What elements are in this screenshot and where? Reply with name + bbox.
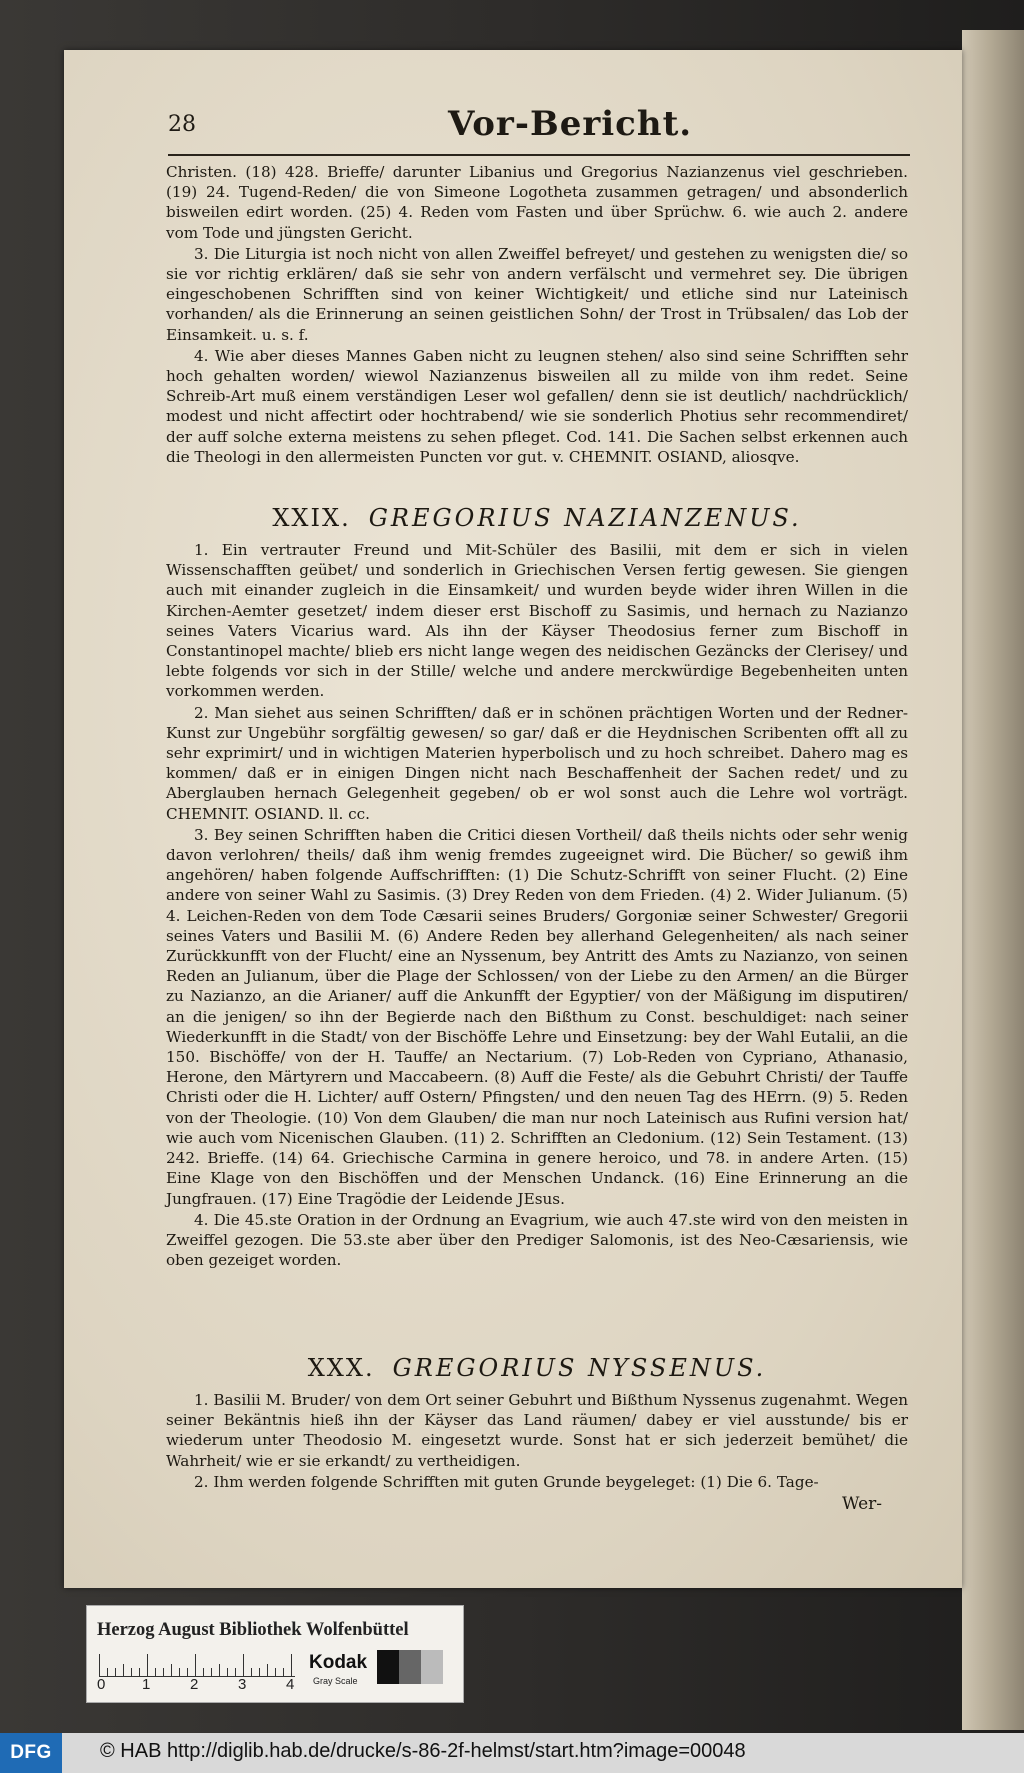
running-title: Vor-Bericht.	[448, 104, 693, 144]
paragraph: 3. Die Liturgia ist noch nicht von allen Zweiffel befreyet/ und gestehen zu wenigsten die/ so sie vor richtig erklären/ daß sie sehr von andern verfälscht und vermehret sey. Die übrigen eingeschobenen Schrifften sind von keiner Wichtigkeit/ und etliche sind nur Lateinisch vorhanden/ als die Erinnerung an seinen geistlichen Sohn/ der Trost in Trübsalen/ das Lob der Einsamkeit. u. s. f.	[166, 244, 908, 344]
page-number: 28	[168, 112, 196, 137]
catchword: Wer-	[842, 1494, 883, 1514]
section-title: GREGORIUS NYSSENUS.	[392, 1354, 767, 1382]
library-label	[86, 1605, 464, 1703]
kodak-gray-scale	[309, 1646, 455, 1692]
section-numeral: XXX.	[307, 1354, 375, 1382]
paragraph: 3. Bey seinen Schrifften haben die Critici diesen Vortheil/ daß theils nichts oder sehr wenig davon verlohren/ theils/ daß ihm wenig fremdes zugeeignet wird. Die Bücher/ so gewiß ihm angehören/ haben folgende Auffschrifften: (1) Die Schutz-Schrifft von seiner Flucht. (2) Eine andere von seiner Wahl zu Sasimis. (3) Drey Reden von dem Frieden. (4) 2. Wider Julianum. (5) 4. Leichen-Reden von dem Tode Cæsarii seines Bruders/ Gorgoniæ seiner Schwester/ Gregorii seines Vaters und Basilii M. (6) Andere Reden bey allerhand Gelegenheiten/ als nach seiner Zurückkunfft von der Flucht/ eine an Nyssenum, bey Antritt des Amts zu Nazianzo, von seinen Reden an Julianum, über die Plage der Schlossen/ von der Liebe zu den Armen/ an die Bürger zu Nazianzo, an die Arianer/ auff die Ankunfft der Egyptier/ von der Mäßigung im disputiren/ an die jenigen/ so ihn der Begierde nach den Bißthum zu Const. beschuldiget: nach seiner Wiederkunfft in die Stadt/ von der Bischöffe Lehre und Einsetzung: bey der Wahl Eutalii, an die 150. Bischöffe/ von der H. Tauffe/ an Nectarium. (7) Lob-Reden von Cypriano, Athanasio, Herone, den Märtyrern und Maccabeern. (8) Auff die Feste/ als die Gebuhrt Christi/ der Tauffe Christi oder die H. Lichter/ auff Ostern/ Pfingsten/ und den neuen Tag des HErrn. (9) 5. Reden von der Theologie. (10) Von dem Glauben/ die man nur noch Lateinisch aus Rufini version hat/ wie auch vom Nicenischen Glauben. (11) 2. Schrifften an Cledonium. (12) Sein Testament. (13) 242. Brieffe. (14) 64. Griechische Carmina in genere heroico, und 78. in andere Arten. (15) Eine Klage von den Bischöffen und der Menschen Undanck. (16) Eine Erinnerung an die Jungfrauen. (17) Eine Tragödie der Leidende JEsus.	[166, 825, 908, 1208]
scale-numbers	[97, 1676, 307, 1694]
dfg-logo: DFG	[0, 1733, 62, 1773]
scale-number: 3	[238, 1676, 247, 1693]
scale-number: 4	[286, 1676, 295, 1693]
scale-number: 1	[142, 1676, 151, 1693]
scale-number: 2	[190, 1676, 199, 1693]
section-title: GREGORIUS NAZIANZENUS.	[368, 504, 802, 532]
copyright-url[interactable]: © HAB http://diglib.hab.de/drucke/s-86-2f-helmst/start.htm?image=00048	[100, 1740, 746, 1762]
section-numeral: XXIX.	[272, 504, 351, 532]
scale-number: 0	[97, 1676, 106, 1693]
gray-swatch	[421, 1650, 443, 1684]
paragraph: 4. Die 45.ste Oration in der Ordnung an Evagrium, wie auch 47.ste wird von den meisten in Zweiffel gezogen. Die 53.ste aber über den Prediger Salomonis, ist des Neo-Cæsariensis, wie oben gezeiget worden.	[166, 1210, 908, 1270]
paragraph: 2. Ihm werden folgende Schrifften mit guten Grunde beygeleget: (1) Die 6. Tage-	[194, 1472, 819, 1491]
kodak-subtitle: Gray Scale	[313, 1676, 358, 1686]
paragraph: Christen. (18) 428. Brieffe/ darunter Libanius und Gregorius Nazianzenus viel geschrieben. (19) 24. Tugend-Reden/ die von Simeone Logotheta zusammen getragen/ und absonderlich bisweilen edirt worden. (25) 4. Reden vom Fasten und über Sprüchw. 6. wie auch 2. andere vom Tode und jüngsten Gericht.	[166, 163, 908, 242]
library-name: Herzog August Bibliothek Wolfenbüttel	[97, 1620, 409, 1640]
section-top	[166, 162, 908, 468]
section-xxx-body	[166, 1390, 908, 1493]
section-xxix-body	[166, 540, 908, 1271]
section-heading-xxx	[166, 1354, 908, 1382]
gray-swatch	[377, 1650, 399, 1684]
paragraph: 1. Basilii M. Bruder/ von dem Ort seiner Gebuhrt und Bißthum Nyssenus zugenahmt. Wegen seiner Bekäntnis hieß ihn der Käyser das Land räumen/ dabey er viel ausstunde/ bis er wiederum unter Theodosio M. eingesetzt wurde. Sonst hat er sich jederzeit bemühet/ die Wahrheit/ wie er sie erkandt/ zu vertheidigen.	[166, 1391, 908, 1470]
header-rule	[168, 154, 910, 156]
paragraph: 2. Man siehet aus seinen Schrifften/ daß er in schönen prächtigen Worten und der Redner-Kunst zur Ungebühr sorgfältig gewesen/ so gar/ daß er die Heydnischen Scribenten offt all zu sehr exprimirt/ und in wichtigen Materien hyperbolisch und zu hoch schreibet. Dahero mag es kommen/ daß er in einigen Dingen nicht nach Beschaffenheit der Sachen redet/ und zu Aberglauben hernach Gelegenheit gegeben/ ob er wol sonst auch die Lehre wol vorträgt. CHEMNIT. OSIAND. ll. cc.	[166, 703, 908, 823]
paragraph: 1. Ein vertrauter Freund und Mit-Schüler des Basilii, mit dem er sich in vielen Wissenschafften geübet/ und sonderlich in Griechischen Versen fertig gewesen. Sie giengen auch mit einander zugleich in die Einsamkeit/ und wurden beyde wider ihren Willen in die Kirchen-Aemter gesetzet/ indem dieser erst Bischoff zu Sasimis, und hernach zu Nazianzo seines Vaters Vicarius ward. Als ihn der Käyser Theodosius ferner zum Bischoff in Constantinopel machte/ blieb ers nicht lange wegen des neidischen Gezäncks der Clerisey/ und lebte folgends vor sich in der Stille/ welche und andere merckwürdige Begebenheiten unten vorkommen werden.	[166, 541, 908, 701]
facing-page-edge	[962, 30, 1024, 1730]
footer-bar	[0, 1733, 1024, 1773]
section-heading-xxix	[166, 504, 908, 532]
gray-swatch	[399, 1650, 421, 1684]
kodak-logo: Kodak	[309, 1652, 368, 1673]
paragraph: 4. Wie aber dieses Mannes Gaben nicht zu leugnen stehen/ also sind seine Schrifften sehr hoch gehalten worden/ wiewol Nazianzenus bisweilen all zu milde von ihm redet. Seine Schreib-Art muß einem verständigen Leser wol gefallen/ denn sie ist deutlich/ nachdrücklich/ modest und nicht affectirt oder hochtrabend/ wie sie sonderlich Photius sehr recommendiret/ der auff solche externa meistens zu sehen pfleget. Cod. 141. Die Sachen selbst erkennen auch die Theologi in den allermeisten Puncten vor gut. v. CHEMNIT. OSIAND, aliosqve.	[166, 346, 908, 466]
scale-ruler	[99, 1654, 295, 1677]
